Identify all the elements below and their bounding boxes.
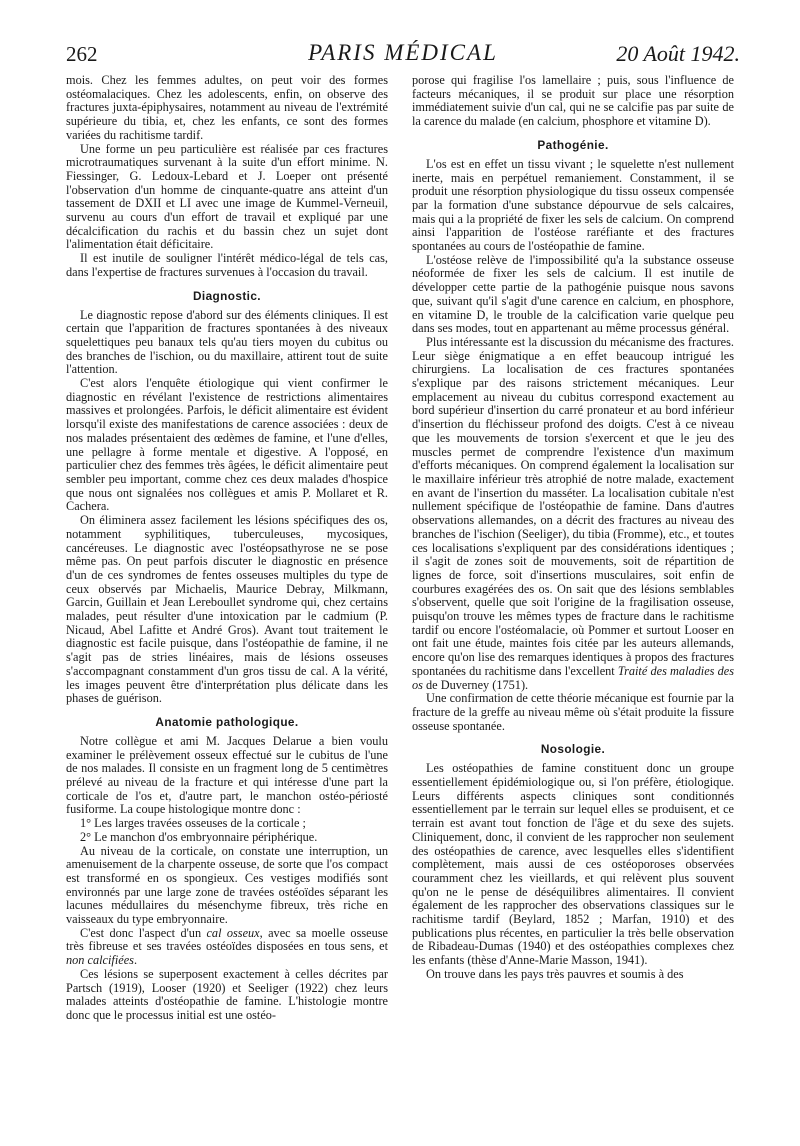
list-item: 2° Le manchon d'os embryonnaire périphérique. (80, 829, 318, 844)
paragraph: Le diagnostic repose d'abord sur des éléments cliniques. Il est certain que l'apparition de fractures spontanées à des niveaux squelettiques peu banaux tels qu'au tiers moyen du cubitus ou des branches de l'ischion, ou du maxillaire, attirent tout de suite l'attention. (66, 307, 388, 377)
journal-title: PARIS MÉDICAL (308, 40, 498, 65)
right-column (412, 74, 734, 982)
paragraph: Une confirmation de cette théorie mécanique est fournie par la fracture de la greffe au niveau même où s'était produite la fissure osseuse spontanée. (412, 691, 734, 733)
paragraph (66, 927, 388, 968)
paragraph: Notre collègue et ami M. Jacques Delarue a bien voulu examiner le prélèvement osseux effectué sur le cubitus de l'une de nos malades. Il consiste en un fragment long de 5 centimètres prélevé au niveau de la fracture et qui intéresse d'une part la corticale de l'os et, d'autre part, le manchon ostéo-périosté fusiforme. La coupe histologique montre donc : (66, 733, 388, 817)
paragraph: Il est inutile de souligner l'intérêt médico-légal de tels cas, dans l'expertise de fractures survenues à l'occasion du travail. (66, 251, 388, 279)
paragraph: Au niveau de la corticale, on constate une interruption, un amenuisement de la charpente osseuse, de sorte que l'os compact est transformé en os spongieux. Ces vestiges modifiés sont environnés par une large zone de travées ostéoïdes séparant les lacunes médullaires du mésenchyme fibreux, très riche en vaisseaux du type embryonnaire. (66, 843, 388, 927)
text-run: de Duverney (1751). (422, 677, 529, 692)
text-run: C'est donc l'aspect d'un (80, 925, 207, 940)
paragraph: On éliminera assez facilement les lésions spécifiques des os, notamment syphilitiques, tuberculeuses, mycosiques, cancéreuses. Le diagnostic avec l'ostéopsathyrose ne se pose même pas. On peut parfois discuter le diagnostic en présence d'un de ces syndromes de fentes osseuses multiples du type de ceux observés par Michaelis, Maurice Debray, Milkmann, Garcin, Guillain et Jean Lereboullet syndrome qui, chez certains malades, peut résulter d'une intoxication par le cadmium (P. Nicaud, Abel Lafitte et André Gros). Avant tout traitement le diagnostic est facile puisque, dans l'ostéopathie de famine, il ne s'agit pas de stries linéaires, mais de lésions osseuses s'accompagnant constamment d'un gros tissu de cal. A la vérité, les images peuvent être d'interprétation plus délicate dans les phases de guérison. (66, 513, 388, 706)
section-heading-nosologie: Nosologie. (540, 742, 606, 757)
section-heading-diagnostic: Diagnostic. (193, 288, 261, 303)
paragraph: Les ostéopathies de famine constituent donc un groupe essentiellement épidémiologique ou, si l'on préfère, étiologique. Leurs différents aspects cliniques sont conditionnés essentiellement par le terrain sur lequel elles se produisent, et ce terrain est avant tout fonction de l'âge et du sexe des sujets. Cliniquement, donc, il convient de les rapprocher non seulement des ostéopathies de carence, avec lesquelles elles s'identifient complètement, mais aussi de ces ostéoporoses observées couramment chez les vieillards, et qui relèvent plus souvent qu'on ne le pense de déséquilibres alimentaires. Il convient également de les rapprocher des observations classiques sur le rachitisme tardif (Beylard, 1852 ; Marfan, 1910) et des publications plus récentes, en particulier la très belle observation de Ribadeau-Dumas (1940) et des ostéopathies complexes chez les enfants (thèse d'Anne-Marie Masson, 1941). (412, 761, 734, 968)
paragraph: porose qui fragilise l'os lamellaire ; puis, sous l'influence de facteurs mécaniques, il se produit sur place une résorption immédiatement suivie d'un cal, qui ne se calcifie pas par suite de la carence du malade (en calcium, phosphore et vitamine D). (412, 73, 734, 129)
text-run: , avec sa moelle osseuse très fibreuse et ses travées ostéoïdes disposées en tous sens, et (66, 925, 388, 954)
issue-date: 20 Août 1942. (616, 41, 740, 66)
list-item: 1° Les larges travées osseuses de la corticale ; (80, 816, 306, 831)
page-header (66, 38, 740, 66)
italic-term: cal osseux (206, 925, 260, 940)
paragraph (412, 336, 734, 692)
section-heading-anatomie: Anatomie pathologique. (155, 714, 299, 729)
paragraph: L'ostéose relève de l'impossibilité qu'a la substance osseuse néoformée de fixer les sels de calcium. Il est inutile de développer cette partie de la pathogénie puisque nous savons que, suivant qu'il s'agit d'une carence en calcium, en phosphore, en vitamine D, le trouble de la calcification varie quelque peu dans ses modes, tout en appartenant au même processus général. (412, 252, 734, 336)
paragraph: C'est alors l'enquête étiologique qui vient confirmer le diagnostic en révélant l'existence de restrictions alimentaires massives et prolongées. Parfois, le déficit alimentaire est évident lorsqu'il existe des manifestations de carence associées : deux de nos malades présentaient des œdèmes de famine, et l'une d'elles, une pellagre à forme mentale et digestive. A l'opposé, en particulier chez des femmes très âgées, le déficit alimentaire peut sembler peu important, comme chez ces deux malades d'hospice que nous ont signalées nos collègues et amis P. Mollaret et R. Cachera. (66, 376, 388, 514)
section-heading-pathogenie: Pathogénie. (537, 137, 609, 152)
paragraph: On trouve dans les pays très pauvres et soumis à des (426, 966, 684, 981)
text-run: . (133, 953, 138, 968)
italic-title: Traité des maladies des os (412, 663, 735, 692)
paragraph: Une forme un peu particulière est réalisée par ces fractures microtraumatiques survenant à la suite d'un effort minime. N. Fiessinger, G. Ledoux-Lebard et J. Loeper ont présenté l'observation d'un homme de cinquante-quatre ans atteint d'un tassement de DXII et LI avec une image de Kummel-Verneuil, survenu au cours d'un effort de travail et expliqué par une décalcification du rachis et du bassin chez un sujet dont l'alimentation était déficitaire. (66, 141, 388, 252)
paragraph: Ces lésions se superposent exactement à celles décrites par Partsch (1919), Looser (1920) et Seeliger (1922) chez leurs malades atteints d'ostéopathie de famine. L'histologie montre donc que le processus initial est une ostéo- (66, 966, 388, 1022)
paragraph: L'os est en effet un tissu vivant ; le squelette n'est nullement inerte, mais en perpétuel remaniement. Constamment, il se produit une résorption physiologique du tissu osseux compensée par la formation d'une substance dépourvue de sels calcaires, mais qui a la propriété de fixer les sels de calcium. On comprend ainsi l'apparition de l'ostéose raréfiante et des fractures spontanées au cours de l'ostéopathie de famine. (412, 156, 734, 254)
paragraph: mois. Chez les femmes adultes, on peut voir des formes ostéomalaciques. Chez les adolescents, enfin, on observe des fractures juxta-épiphysaires, notamment au niveau de l'extrémité supérieure du tibia, et, chez les enfants, ce sont des formes variées du rachitisme tardif. (66, 73, 388, 142)
page-number: 262 (66, 42, 98, 66)
text-run: Plus intéressante est la discussion du mécanisme des fractures. Leur siège énigmatique a en effet beaucoup intrigué les chirurgiens. La localisation de ces fractures spontanées s'explique par des raisons strictement mécaniques. Leur emplacement au niveau du cubitus correspond exactement au bord supérieur d'insertion du carré pronateur et au bord inférieur d'insertion du fléchisseur profond des doigts. C'est à ce niveau que les mouvements de torsion s'exercent et que le jeu des muscles permet de comprendre l'existence d'un maximum d'efforts mécaniques. On comprend également la localisation sur le maxillaire inférieur très atrophié de notre malade, exactement en avant de l'insertion du masséter. La localisation cubitale n'est nullement spécifique de l'ostéopathie de famine. Dans d'autres observations allemandes, on a décrit des fractures au niveau des branches de l'ischion (Seeliger), du tibia (Fromme), etc., et toutes ces localisations s'expliquent par des considérations identiques ; il s'agit de zones soit de mouvements, soit de répartition de lignes de force, soit d'insertions musculaires, soit enfin de courbures exagérées des os. On sait que des lésions semblables s'observent, quelle que soit l'origine de la fragilisation osseuse, puisqu'on trouve les mêmes types de fracture dans le rachitisme tardif ou encore l'ostéomalacie, où Pommer et surtout Looser en ont fait une étude, maintes fois citée par les auteurs allemands, encore qu'on lise des remarques identiques à propos des fractures spontanées du rachitisme dans l'excellent (412, 334, 734, 678)
left-column (66, 74, 388, 1023)
italic-term: non calcifiées (66, 953, 134, 968)
